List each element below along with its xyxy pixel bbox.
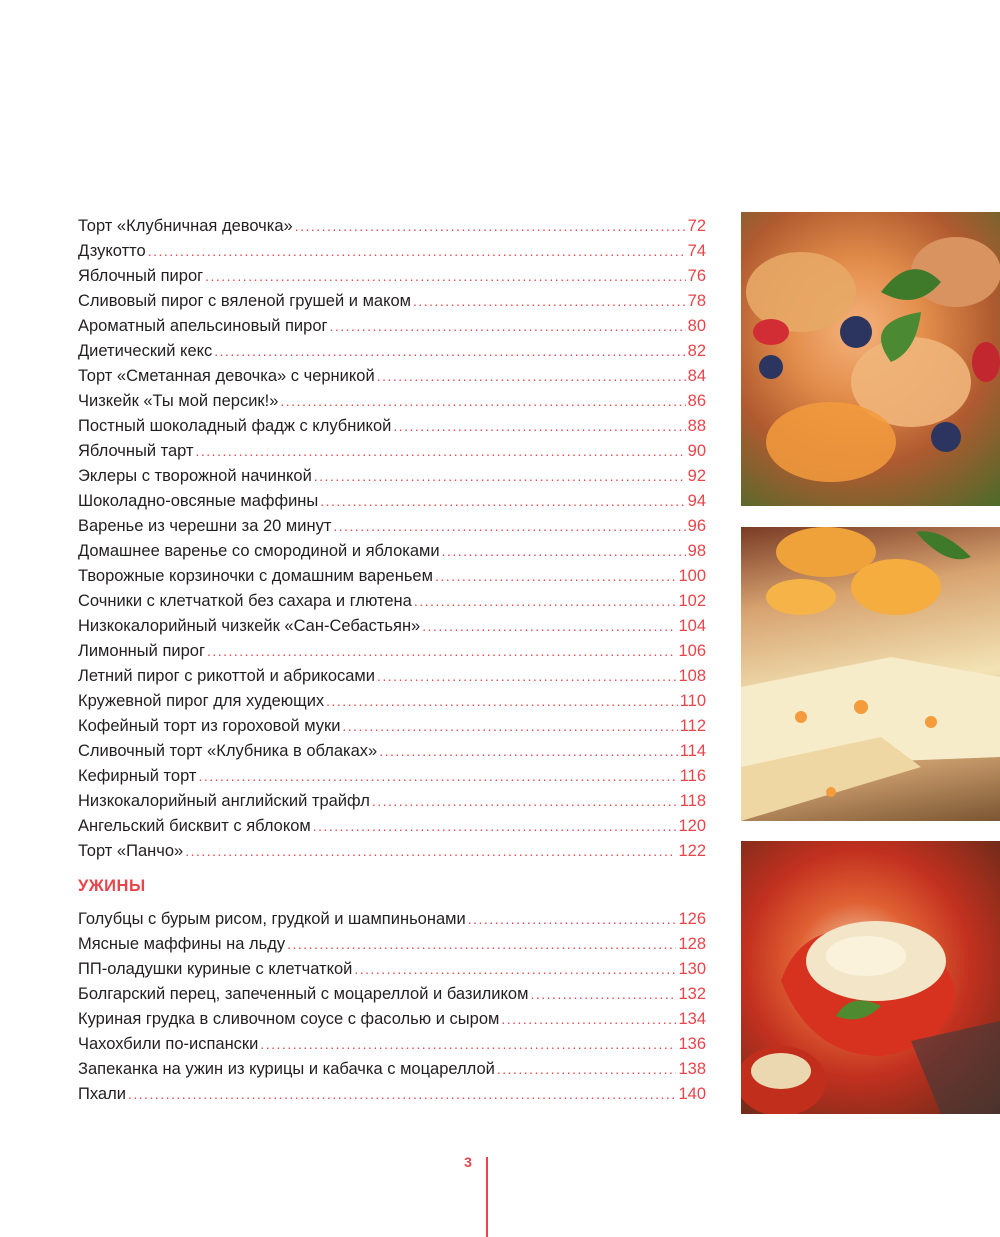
- toc-entry-title: Яблочный пирог: [78, 267, 204, 285]
- dot-leader: [333, 514, 685, 539]
- toc-entry: [78, 264, 706, 289]
- toc-entry: [78, 364, 706, 389]
- dot-leader: [442, 539, 686, 564]
- page-number-rule: [486, 1157, 488, 1237]
- toc-entry: [78, 339, 706, 364]
- dot-leader: [422, 614, 676, 639]
- dot-leader: [413, 289, 686, 314]
- dot-leader: [214, 339, 685, 364]
- photo-pancakes-with-berries: [741, 212, 1000, 506]
- toc-entry-page-number: 110: [679, 692, 706, 710]
- toc-entry-title: Торт «Сметанная девочка» с черникой: [78, 367, 375, 385]
- toc-entry-page-number: 88: [687, 417, 706, 435]
- toc-entry-page-number: 120: [678, 817, 706, 835]
- toc-entry-page-number: 86: [687, 392, 706, 410]
- toc-entry: [78, 764, 706, 789]
- toc-entry-page-number: 126: [678, 910, 706, 928]
- toc-entry-page-number: 100: [678, 567, 706, 585]
- dot-leader: [207, 639, 676, 664]
- dot-leader: [326, 689, 678, 714]
- dot-leader: [280, 389, 685, 414]
- toc-entry-page-number: 74: [687, 242, 706, 260]
- toc-entry-page-number: 112: [679, 717, 706, 735]
- toc-entry: [78, 714, 706, 739]
- dot-leader: [497, 1057, 677, 1082]
- toc-entry: [78, 839, 706, 864]
- toc-entry: [78, 1032, 706, 1057]
- toc-entry-title: Домашнее варенье со смородиной и яблоками: [78, 542, 440, 560]
- toc-entry-title: Диетический кекс: [78, 342, 213, 360]
- dot-leader: [128, 1082, 677, 1107]
- dot-leader: [342, 714, 677, 739]
- toc-entry: [78, 414, 706, 439]
- toc-entry: [78, 932, 706, 957]
- dot-leader: [198, 764, 677, 789]
- toc-entry-title: Запеканка на ужин из курицы и кабачка с моцареллой: [78, 1060, 495, 1078]
- dot-leader: [330, 314, 686, 339]
- toc-entry: [78, 564, 706, 589]
- toc-entry-page-number: 92: [687, 467, 706, 485]
- dot-leader: [468, 907, 677, 932]
- toc-entry: [78, 814, 706, 839]
- toc-entry-title: Ароматный апельсиновый пирог: [78, 317, 328, 335]
- toc-entry-title: Болгарский перец, запеченный с моцареллой и базиликом: [78, 985, 529, 1003]
- toc-entry: [78, 1082, 706, 1107]
- toc-entry-page-number: 114: [679, 742, 706, 760]
- toc-entry-page-number: 104: [678, 617, 706, 635]
- toc-entry: [78, 514, 706, 539]
- toc-entry-title: Куриная грудка в сливочном соусе с фасолью и сыром: [78, 1010, 500, 1028]
- dot-leader: [414, 589, 677, 614]
- toc-entry: [78, 464, 706, 489]
- toc-dinners-list: [78, 907, 706, 1107]
- dot-leader: [295, 214, 686, 239]
- toc-entry-page-number: 128: [678, 935, 706, 953]
- toc-entry: [78, 614, 706, 639]
- dot-leader: [393, 414, 685, 439]
- toc-entry-title: Пхали: [78, 1085, 126, 1103]
- toc-entry-page-number: 132: [678, 985, 706, 1003]
- photo-stuffed-bell-pepper: [741, 841, 1000, 1114]
- toc-entry-title: Низкокалорийный английский трайфл: [78, 792, 370, 810]
- toc-entry-title: Кофейный торт из гороховой муки: [78, 717, 341, 735]
- toc-entry-title: Кружевной пирог для худеющих: [78, 692, 325, 710]
- toc-entry-title: Торт «Клубничная девочка»: [78, 217, 293, 235]
- toc-entry-title: Чахохбили по-испански: [78, 1035, 259, 1053]
- toc-entry-page-number: 78: [687, 292, 706, 310]
- toc-entry: [78, 982, 706, 1007]
- toc-entry: [78, 214, 706, 239]
- toc-entry-title: Голубцы с бурым рисом, грудкой и шампиньонами: [78, 910, 466, 928]
- toc-desserts-list: [78, 214, 706, 864]
- toc-entry-page-number: 130: [678, 960, 706, 978]
- page-number: 3: [464, 1154, 472, 1170]
- dot-leader: [260, 1032, 676, 1057]
- toc-entry-title: Постный шоколадный фадж с клубникой: [78, 417, 392, 435]
- dot-leader: [287, 932, 676, 957]
- toc-entry-page-number: 106: [678, 642, 706, 660]
- toc-entry-title: Торт «Панчо»: [78, 842, 184, 860]
- toc-entry: [78, 639, 706, 664]
- toc-entry: [78, 289, 706, 314]
- toc-entry-page-number: 108: [678, 667, 706, 685]
- toc-entry: [78, 957, 706, 982]
- toc-entry-page-number: 102: [678, 592, 706, 610]
- toc-entry-page-number: 98: [687, 542, 706, 560]
- toc-entry-title: Сливовый пирог с вяленой грушей и маком: [78, 292, 412, 310]
- dot-leader: [314, 464, 686, 489]
- dot-leader: [313, 814, 677, 839]
- toc-entry-page-number: 136: [678, 1035, 706, 1053]
- dot-leader: [377, 664, 676, 689]
- toc-entry-page-number: 80: [687, 317, 706, 335]
- toc-entry: [78, 907, 706, 932]
- dot-leader: [185, 839, 676, 864]
- toc-entry-page-number: 138: [678, 1060, 706, 1078]
- toc-entry-page-number: 118: [679, 792, 706, 810]
- toc-entry: [78, 489, 706, 514]
- dot-leader: [372, 789, 678, 814]
- toc-entry: [78, 389, 706, 414]
- toc-entry: [78, 689, 706, 714]
- toc-entry: [78, 589, 706, 614]
- toc-entry: [78, 789, 706, 814]
- toc-entry-title: Кефирный торт: [78, 767, 197, 785]
- toc-entry-title: Эклеры с творожной начинкой: [78, 467, 312, 485]
- toc-entry: [78, 239, 706, 264]
- toc-entry-page-number: 140: [678, 1085, 706, 1103]
- toc-entry-title: Сочники с клетчаткой без сахара и глютена: [78, 592, 412, 610]
- section-heading-dinners: УЖИНЫ: [78, 877, 146, 895]
- dot-leader: [196, 439, 686, 464]
- toc-entry-title: Сливочный торт «Клубника в облаках»: [78, 742, 378, 760]
- toc-entry-title: Шоколадно-овсяные маффины: [78, 492, 319, 510]
- dot-leader: [530, 982, 676, 1007]
- toc-entry-page-number: 134: [678, 1010, 706, 1028]
- dot-leader: [435, 564, 677, 589]
- toc-entry: [78, 1007, 706, 1032]
- toc-entry-title: Варенье из черешни за 20 минут: [78, 517, 332, 535]
- toc-entry: [78, 664, 706, 689]
- toc-entry: [78, 739, 706, 764]
- toc-entry-title: Летний пирог с рикоттой и абрикосами: [78, 667, 375, 685]
- dot-leader: [205, 264, 685, 289]
- toc-entry: [78, 314, 706, 339]
- toc-entry-page-number: 90: [687, 442, 706, 460]
- dot-leader: [354, 957, 676, 982]
- dot-leader: [148, 239, 686, 264]
- toc-entry: [78, 439, 706, 464]
- toc-entry-page-number: 116: [679, 767, 706, 785]
- dot-leader: [379, 739, 677, 764]
- toc-entry-title: Творожные корзиночки с домашним вареньем: [78, 567, 433, 585]
- dot-leader: [320, 489, 685, 514]
- dot-leader: [501, 1007, 676, 1032]
- toc-entry-title: Лимонный пирог: [78, 642, 205, 660]
- toc-entry-title: Дзукотто: [78, 242, 146, 260]
- toc-entry-page-number: 76: [687, 267, 706, 285]
- toc-entry-title: Мясные маффины на льду: [78, 935, 286, 953]
- toc-entry-page-number: 82: [687, 342, 706, 360]
- dot-leader: [377, 364, 686, 389]
- toc-entry-title: ПП-оладушки куриные с клетчаткой: [78, 960, 353, 978]
- toc-entry-page-number: 72: [687, 217, 706, 235]
- toc-entry: [78, 1057, 706, 1082]
- toc-entry-page-number: 96: [687, 517, 706, 535]
- toc-entry-title: Ангельский бисквит с яблоком: [78, 817, 311, 835]
- toc-entry-title: Чизкейк «Ты мой персик!»: [78, 392, 279, 410]
- toc-entry: [78, 539, 706, 564]
- toc-entry-page-number: 122: [678, 842, 706, 860]
- toc-entry-title: Яблочный тарт: [78, 442, 194, 460]
- photo-cheesecake-with-apricots: [741, 527, 1000, 821]
- toc-entry-page-number: 84: [687, 367, 706, 385]
- toc-entry-title: Низкокалорийный чизкейк «Сан-Себастьян»: [78, 617, 421, 635]
- toc-entry-page-number: 94: [687, 492, 706, 510]
